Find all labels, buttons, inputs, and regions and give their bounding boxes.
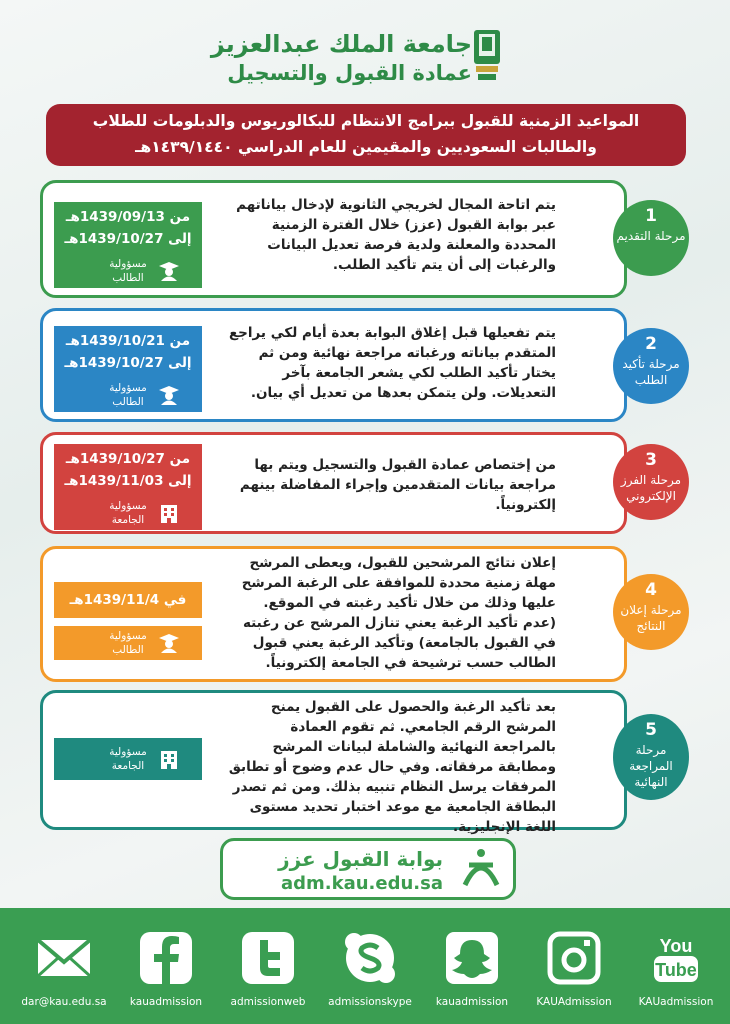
stage-step-badge	[613, 328, 689, 404]
responsibility-label: مسؤولية الطالب	[109, 258, 147, 284]
stage-row-4	[40, 546, 690, 682]
social-label: admissionskype	[328, 996, 412, 1008]
youtube-icon	[646, 928, 706, 988]
step-number: 4	[645, 580, 657, 600]
snapchat-icon	[442, 928, 502, 988]
social-label: kauadmission	[129, 996, 203, 1008]
social-instagram[interactable]	[524, 928, 624, 1008]
responsibility-badge	[54, 626, 202, 660]
date-from: في 1439/11/4هـ	[69, 592, 187, 608]
step-number: 3	[645, 450, 657, 470]
stage-description: يتم اتاحة المجال لخريجي الثانوية لإدخال بياناتهم عبر بوابة القبول (عزز) خلال الفترة الزمنية المحددة والمعلنة ولدية فرصة تعديل البيانات والرغبات إلى أن يتم تأكيد الطلب.	[236, 197, 556, 273]
step-label: مرحلة إعلان النتائج	[620, 603, 682, 633]
header	[0, 24, 730, 94]
date-to: إلى 1439/11/03هـ	[64, 473, 192, 489]
azzez-logo-icon	[459, 845, 503, 893]
stage-dates	[54, 444, 202, 496]
social-email[interactable]	[14, 928, 114, 1008]
banner-line-2: والطالبات السعوديين والمقيمين للعام الدراسي ١٤٣٩/١٤٤٠هـ	[135, 138, 597, 156]
social-label: dar@kau.edu.sa	[21, 996, 107, 1008]
responsibility-badge	[54, 738, 202, 780]
social-twitter[interactable]	[218, 928, 318, 1008]
social-snapchat[interactable]	[422, 928, 522, 1008]
stage-row-3	[40, 432, 690, 534]
stage-description: يتم تفعيلها قبل إغلاق البوابة بعدة أيام لكي يراجع المتقدم بياناته ورغباته مراجعة نهائية ومن ثم يختار تأكيد الطلب لكي يشعر الجامعة بآخر التعديلات. ولن يتمكن بعدها من تعديل أي بيان.	[228, 325, 556, 401]
student-icon	[158, 632, 180, 654]
step-label: مرحلة الفرز الإلكتروني	[620, 473, 682, 503]
skype-icon	[340, 928, 400, 988]
social-label: KAUAdmission	[536, 996, 612, 1008]
social-youtube[interactable]	[626, 928, 726, 1008]
email-icon	[34, 928, 94, 988]
responsibility-label: مسؤولية الجامعة	[109, 500, 147, 526]
stage-row-1	[40, 180, 690, 298]
twitter-icon	[238, 928, 298, 988]
social-label: KAUadmission	[638, 996, 714, 1008]
stage-description: من إختصاص عمادة القبول والتسجيل ويتم بها مراجعة بيانات المتقدمين وإجراء المفاضلة بينهم إلكترونياً.	[239, 457, 556, 513]
social-skype[interactable]	[320, 928, 420, 1008]
stage-dates	[54, 582, 202, 618]
stage-dates	[54, 202, 202, 254]
step-number: 5	[645, 720, 657, 740]
date-from: من 1439/09/13هـ	[65, 209, 191, 225]
portal-title: بوابة القبول عزز	[278, 847, 443, 871]
banner-line-1: المواعيد الزمنية للقبول ببرامج الانتظام للبكالوريوس والدبلومات للطلاب	[92, 112, 640, 130]
facebook-icon	[136, 928, 196, 988]
responsibility-badge	[54, 496, 202, 530]
stage-step-badge	[613, 200, 689, 276]
social-label: admissionweb	[230, 996, 306, 1008]
social-facebook[interactable]	[116, 928, 216, 1008]
date-from: من 1439/10/27هـ	[65, 451, 191, 467]
student-icon	[158, 260, 180, 282]
university-logo-icon	[472, 28, 502, 82]
university-name: جامعة الملك عبدالعزيز	[210, 30, 472, 58]
step-label: مرحلة المراجعة النهائية	[629, 743, 673, 789]
social-label: kauadmission	[435, 996, 509, 1008]
stage-description: بعد تأكيد الرغبة والحصول على القبول يمنح المرشح الرقم الجامعي. ثم تقوم العمادة بالمراجعة النهائية والشاملة لبيانات المرشح ومطابقة مرفقاته. وفي حال عدم وضوح أو تطابق المرفقات يرسل النظام تنبيه بذلك. ومن ثم تصدر البطاقة الجامعية مع موعد اختبار تحديد مستوى اللغة الإنجليزية.	[228, 699, 556, 835]
step-label: مرحلة تأكيد الطلب	[622, 357, 680, 387]
step-label: مرحلة التقديم	[616, 229, 686, 243]
date-to: إلى 1439/10/27هـ	[64, 231, 192, 247]
social-footer	[0, 908, 730, 1024]
responsibility-label: مسؤولية الطالب	[109, 382, 147, 408]
svg-text:Tube: Tube	[655, 960, 697, 980]
stage-row-5	[40, 690, 690, 835]
stage-step-badge	[613, 444, 689, 520]
step-number: 1	[645, 206, 657, 226]
title-banner	[46, 104, 686, 166]
responsibility-badge	[54, 254, 202, 288]
date-from: من 1439/10/21هـ	[65, 333, 191, 349]
student-icon	[158, 384, 180, 406]
responsibility-badge	[54, 378, 202, 412]
stage-step-badge	[613, 714, 689, 800]
step-number: 2	[645, 334, 657, 354]
building-icon	[158, 502, 180, 524]
admission-portal-link[interactable]	[220, 838, 516, 900]
deanship-name: عمادة القبول والتسجيل	[227, 61, 472, 85]
svg-text:You: You	[659, 936, 693, 956]
instagram-icon	[544, 928, 604, 988]
stage-row-2	[40, 308, 690, 422]
responsibility-label: مسؤولية الطالب	[109, 630, 147, 656]
stage-description: إعلان نتائج المرشحين للقبول، ويعطى المرشح مهلة زمنية محددة للموافقة على الرغبة المرشح عليها وذلك من خلال تأكيد رغبته في الموقع. (عدم تأكيد الرغبة يعني تنازل المرشح عن رغبته في القبول بالجامعة) وتأكيد الرغبة يعني قبول الطالب حسب ترشيحة في الجامعة إلكترونياً.	[241, 555, 556, 671]
date-to: إلى 1439/10/27هـ	[64, 355, 192, 371]
building-icon	[158, 748, 180, 770]
portal-url[interactable]: adm.kau.edu.sa	[281, 873, 443, 894]
stage-dates	[54, 326, 202, 378]
responsibility-label: مسؤولية الجامعة	[109, 746, 147, 772]
stage-step-badge	[613, 574, 689, 650]
